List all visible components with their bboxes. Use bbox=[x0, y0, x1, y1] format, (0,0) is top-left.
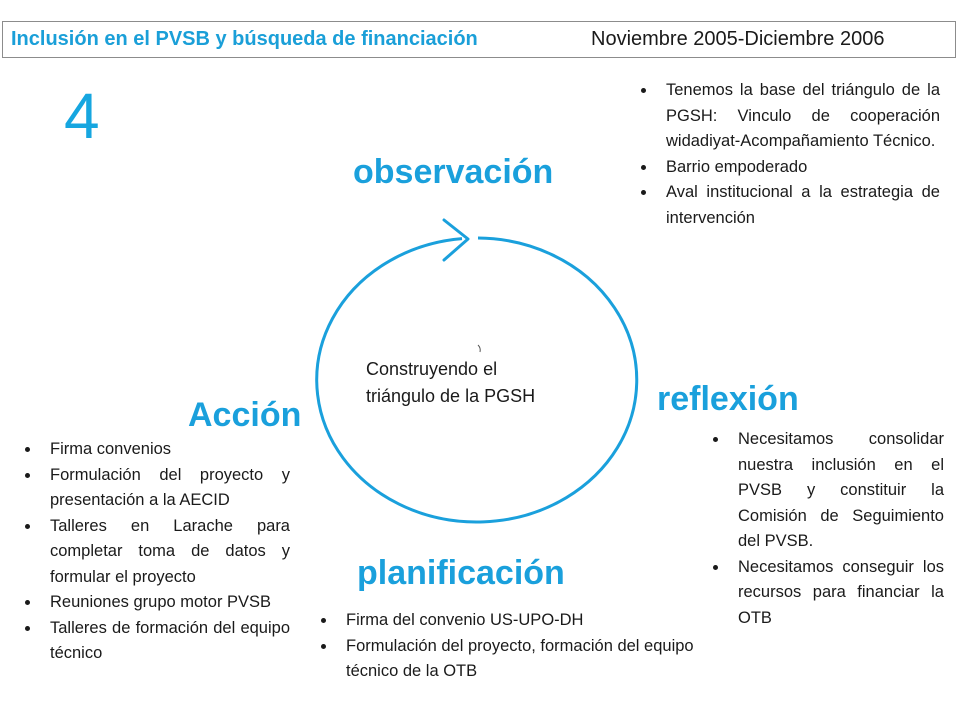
slide-title: Inclusión en el PVSB y búsqueda de financiación bbox=[11, 28, 478, 50]
list-item: Necesitamos consolidar nuestra inclusión en el PVSB y constituir la Comisión de Seguimiento del PVSB. bbox=[708, 427, 944, 555]
cycle-center-label: Construyendo el triángulo de la PGSH bbox=[366, 359, 536, 406]
list-item: Talleres en Larache para completar toma de datos y formular el proyecto bbox=[20, 514, 290, 591]
notes-accion bbox=[20, 437, 290, 667]
list-item: Talleres de formación del equipo técnico bbox=[20, 616, 290, 667]
step-number: 4 bbox=[64, 80, 100, 152]
list-item: Formulación del proyecto y presentación a la AECID bbox=[20, 463, 290, 514]
center-mark-icon bbox=[478, 345, 480, 352]
stage-accion: Acción bbox=[188, 396, 302, 434]
list-item: Formulación del proyecto, formación del equipo técnico de la OTB bbox=[316, 634, 706, 685]
list-item: Barrio empoderado bbox=[636, 155, 940, 181]
list-item: Firma del convenio US-UPO-DH bbox=[316, 608, 706, 634]
list-item: Necesitamos conseguir los recursos para financiar la OTB bbox=[708, 555, 944, 632]
list-item: Reuniones grupo motor PVSB bbox=[20, 590, 290, 616]
notes-observacion bbox=[636, 78, 940, 231]
list-item: Tenemos la base del triángulo de la PGSH: Vinculo de cooperación widadiyat-Acompañamiento Técnico. bbox=[636, 78, 940, 155]
list-item: Firma convenios bbox=[20, 437, 290, 463]
stage-reflexion: reflexión bbox=[657, 380, 799, 418]
stage-planificacion: planificación bbox=[357, 554, 565, 592]
date-range: Noviembre 2005-Diciembre 2006 bbox=[591, 28, 885, 50]
notes-reflexion bbox=[708, 427, 944, 631]
stage-observacion: observación bbox=[353, 153, 554, 191]
notes-planificacion bbox=[316, 608, 706, 685]
list-item: Aval institucional a la estrategia de intervención bbox=[636, 180, 940, 231]
